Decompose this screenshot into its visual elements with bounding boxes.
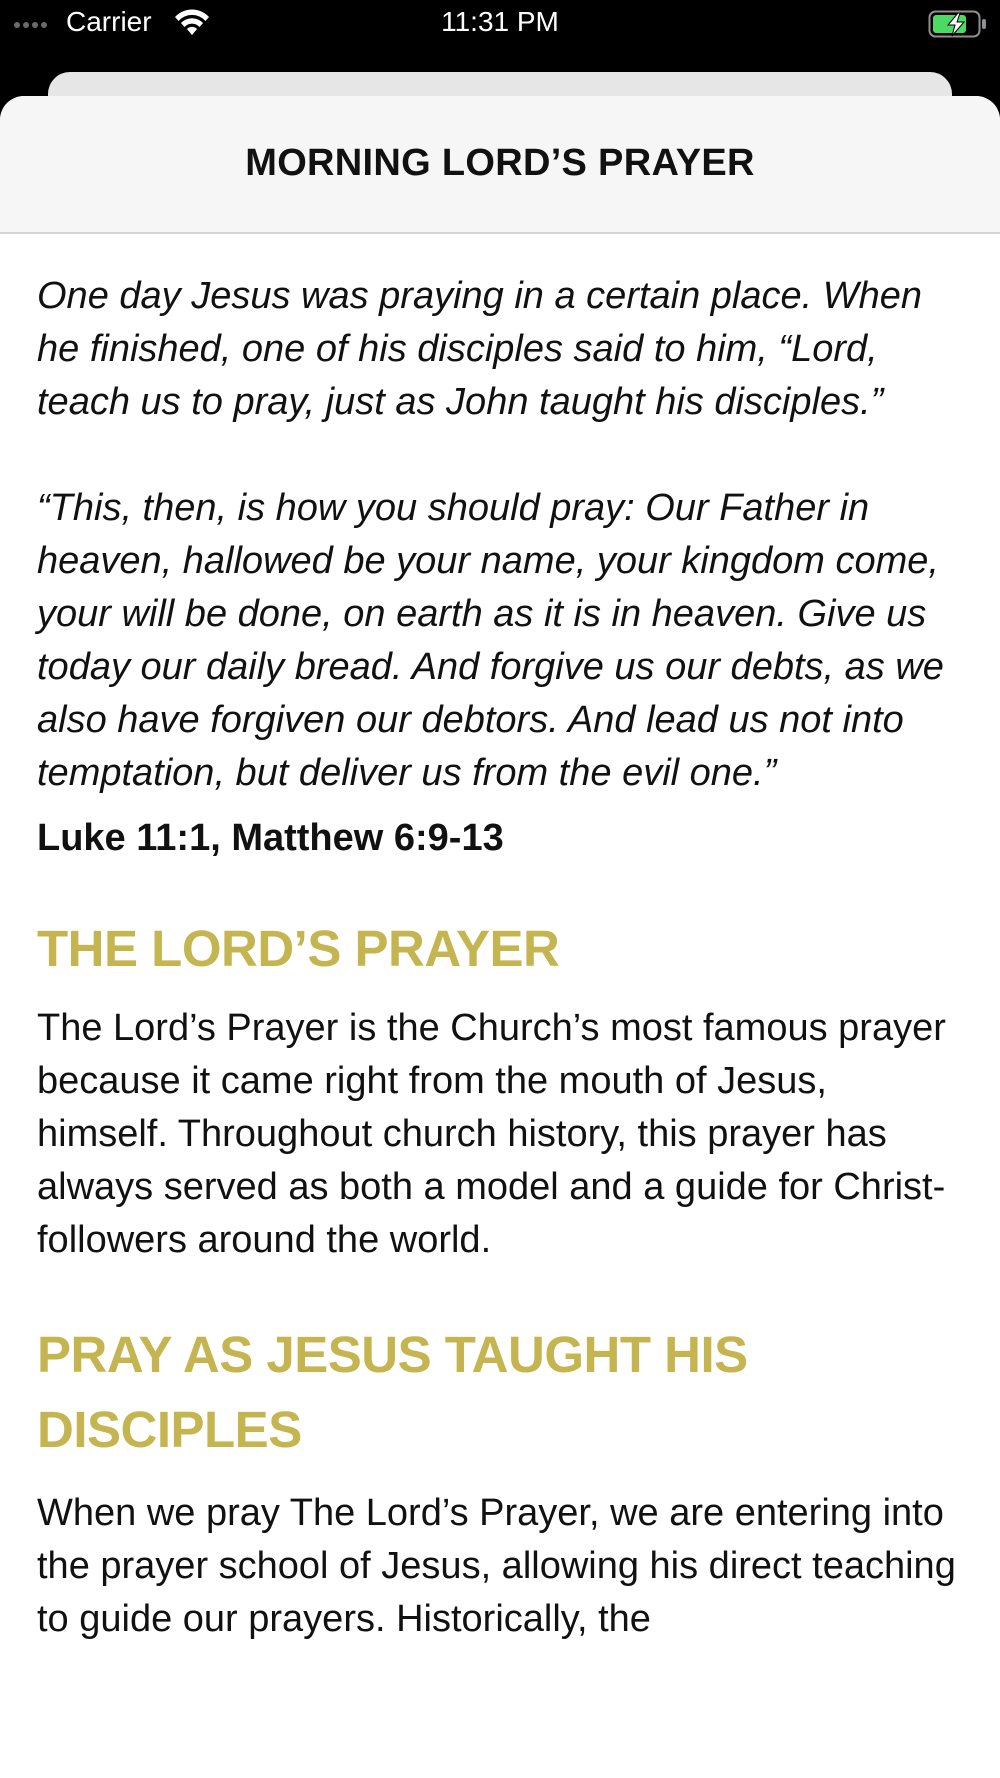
section-body: The Lord’s Prayer is the Church’s most famous prayer because it came right from the mouth of Jesus, himself. Throughout church history, this prayer has always served as both a model and a guide for Christ-followers around the world.	[37, 1007, 946, 1261]
clock: 11:31 PM	[441, 6, 559, 37]
page-title: MORNING LORD’S PRAYER	[245, 141, 755, 184]
battery-charging-icon	[928, 9, 988, 39]
scripture-paragraph: One day Jesus was praying in a certain place. When he finished, one of his disciples said to him, “Lord, teach us to pray, just as John taught his disciples.”	[37, 275, 923, 423]
section-body: When we pray The Lord’s Prayer, we are entering into the prayer school of Jesus, allowing his direct teaching to guide our prayers. Historically, the	[37, 1492, 956, 1640]
sheet-header	[0, 96, 1000, 234]
status-bar	[0, 0, 1000, 48]
section-heading: PRAY AS JESUS TAUGHT HIS DISCIPLES	[37, 1326, 748, 1458]
section-heading: THE LORD’S PRAYER	[37, 920, 560, 977]
scripture-reference: Luke 11:1, Matthew 6:9-13	[37, 817, 504, 859]
prayer-content[interactable]	[0, 234, 1000, 1646]
prayer-sheet[interactable]	[0, 96, 1000, 1778]
carrier-label: Carrier	[66, 6, 152, 37]
scripture-paragraph: “This, then, is how you should pray: Our Father in heaven, hallowed be your name, your kingdom come, your will be done, on earth as it is in heaven. Give us today our daily bread. And forgive us our debts, as we also have forgiven our debtors. And lead us not into temptation, but deliver us from the evil one.”	[37, 487, 944, 794]
